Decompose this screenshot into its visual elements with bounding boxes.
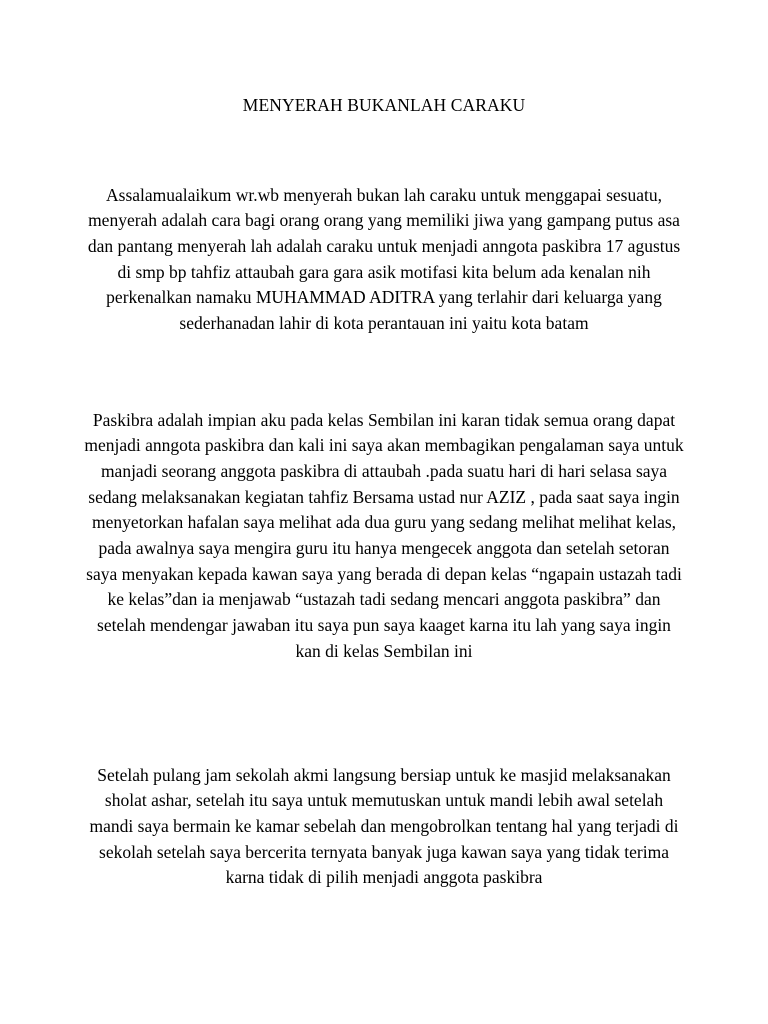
paragraph-paskibra-dream: Paskibra adalah impian aku pada kelas Sembilan ini karan tidak semua orang dapat menjadi anngota paskibra dan kali ini saya akan membagikan pengalaman saya untuk manjadi seorang anggota paskibra di attaubah .pada suatu hari di hari selasa saya sedang melaksanakan kegiatan tahfiz Bersama ustad nur AZIZ , pada saat saya ingin menyetorkan hafalan saya melihat ada dua guru yang sedang melihat melihat kelas, pada awalnya saya mengira guru itu hanya mengecek anggota dan setelah setoran saya menyakan kepada kawan saya yang berada di depan kelas “ngapain ustazah tadi ke kelas”dan ia menjawab “ustazah tadi sedang mencari anggota paskibra” dan setelah mendengar jawaban itu saya pun saya kaaget karna itu lah yang saya ingin kan di kelas Sembilan ini [84, 409, 684, 661]
paragraph-after-school: Setelah pulang jam sekolah akmi langsung bersiap untuk ke masjid melaksanakan sholat ashar, setelah itu saya untuk memutuskan untuk mandi lebih awal setelah mandi saya bermain ke kamar sebelah dan mengobrolkan tentang hal yang terjadi di sekolah setelah saya bercerita ternyata banyak juga kawan saya yang tidak terima karna tidak di pilih menjadi anggota paskibra [89, 764, 679, 888]
page-title: MENYERAH BUKANLAH CARAKU [242, 95, 526, 115]
paragraph-introduction: Assalamualaikum wr.wb menyerah bukan lah caraku untuk menggapai sesuatu, menyerah adalah cara bagi orang orang yang memiliki jiwa yang gampang putus asa dan pantang menyerah lah adalah caraku untuk menjadi anngota paskibra 17 agustus di smp bp tahfiz attaubah gara gara asik motifasi kita belum ada kenalan nih perkenalkan namaku MUHAMMAD ADITRA yang terlahir dari keluarga yang sederhanadan lahir di kota perantauan ini yaitu kota batam [87, 184, 681, 334]
